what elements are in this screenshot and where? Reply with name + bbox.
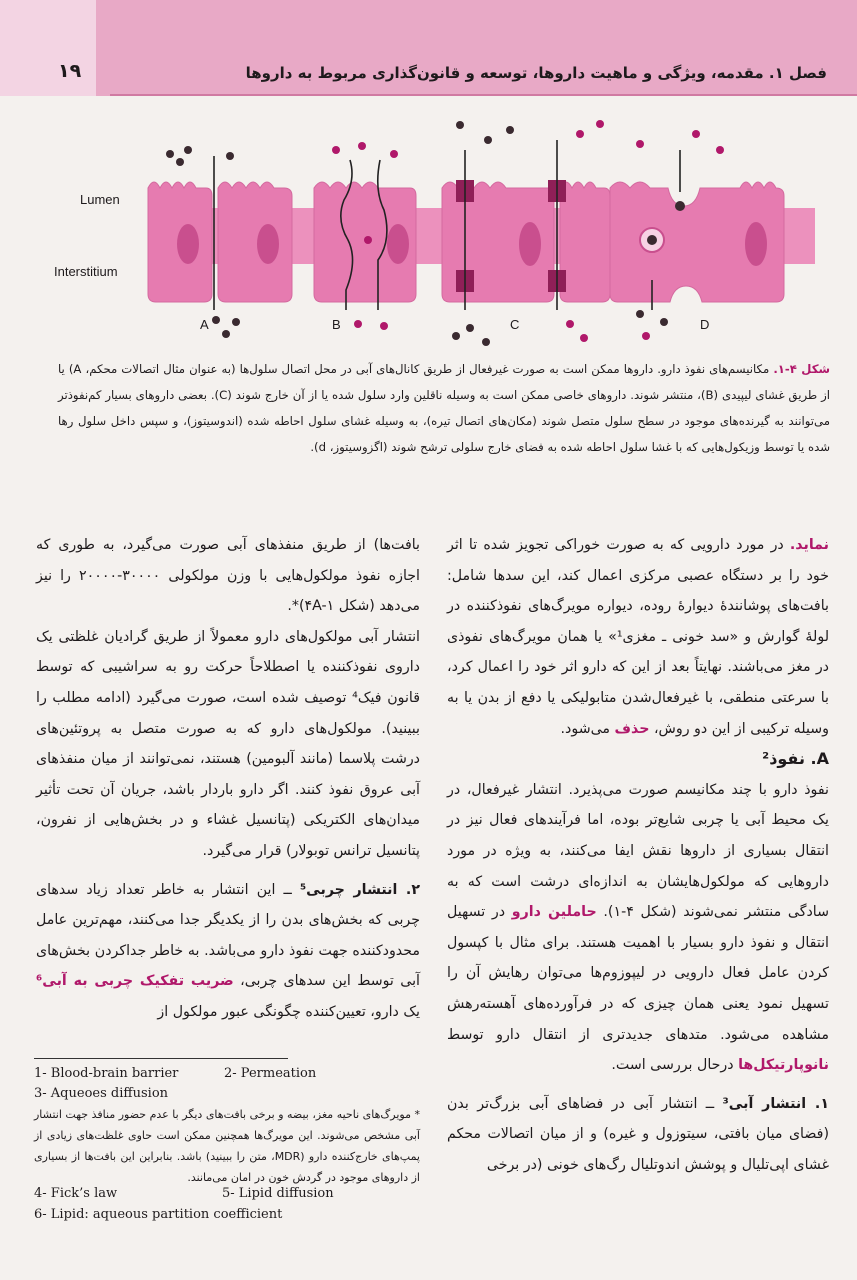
- right-p2-b: در تسهیل انتقال و نفوذ دارو بسیار با اهمیت هستند. برای مثال با کپسول کردن عامل فعال دارویی در لیپوزوم‌ها می‌توان رهایش آن را تسهیل نمود یعنی همان چیزی که در فرآورده‌های آهسته‌رهش مشاهده می‌شود. متدهای جدیدتری از انتقال دارو توسط: [447, 904, 829, 1043]
- left-paragraph-1: بافت‌ها) از طریق منفذهای آبی صورت می‌گیرد، به طوری که اجازه نفوذ مولکول‌هایی با وزن مولکولی ۳۰۰۰۰-۲۰۰۰۰ را نیز می‌دهد (شکل ۴A-۱)*.: [36, 537, 420, 615]
- label-interstitium: Interstitium: [54, 264, 118, 279]
- nucleus-a2: [257, 224, 279, 264]
- section-a-heading: A. نفوذ²: [762, 749, 829, 769]
- left-p3-a: ــ این انتشار به خاطر تعداد زیاد سدهای چربی که بخش‌های بدن را از یکدیگر جدا می‌کنند، مهم‌ترین عامل محدودکننده جهت نفوذ دارو می‌باشد. به خاطر جداکردن بخش‌های آبی توسط این سدهای چربی،: [36, 881, 420, 990]
- caption-label: شکل ۴-۱.: [773, 362, 831, 376]
- drug-b2: [358, 142, 366, 150]
- drug-c3: [506, 126, 514, 134]
- elimination-term: حذف: [614, 720, 650, 737]
- footnote-1: 1- Blood-brain barrier: [34, 1066, 179, 1081]
- right-paragraph-2: [447, 775, 829, 1081]
- permeation-figure: [40, 110, 830, 350]
- right-p1-text: در مورد دارویی که به صورت خوراکی تجویز شده تا اثر خود را بر دستگاه عصبی مرکزی اعمال کند، این سدها شامل: بافت‌های پوشانندهٔ دیوارهٔ روده، دیواره مویرگ‌های نفوذکننده در لولهٔ گوارش و «سد خونی ـ مغزی¹» یا همان مویرگ‌های نفوذی در مغز می‌باشند. نهایتاً بعد از این که دارو اثر خود را اعمال کرد، با سرعتی منطقی، با غیرفعال‌شدن متابولیکی یا دفع از بدن یا به وسیله ترکیبی از این دو روش،: [447, 537, 830, 737]
- footnote-rule: [34, 1058, 288, 1059]
- drug-a3: [176, 158, 184, 166]
- continuation-word: نماید.: [789, 537, 829, 553]
- drug-b1: [332, 146, 340, 154]
- footnote-5: 5- Lipid diffusion: [222, 1186, 334, 1201]
- drug-c9: [566, 320, 574, 328]
- nucleus-c1: [519, 222, 541, 266]
- left-paragraph-3: [36, 875, 420, 1028]
- header-rule: [110, 94, 857, 96]
- cell-c2: [560, 182, 610, 302]
- drug-b4: [354, 320, 362, 328]
- footnote-star: * مویرگ‌های ناحیه مغز، بیضه و برخی بافت‌های دیگر با عدم حضور منافذ جهت انتشار آبی مشخص می‌شوند. این مویرگ‌ها همچنین ممکن است حاوی غلظت‌های زیادی از پمپ‌های خارج‌کننده دارو (MDR، متن را ببینید) باشد. بنابراین این بافت‌ها از بسیاری از داروهای موجود در گردش خون در امان می‌مانند.: [34, 1108, 420, 1184]
- drug-c1: [456, 121, 464, 129]
- figure-caption: [58, 356, 830, 460]
- label-panel-b: B: [332, 317, 341, 332]
- running-title: فصل ۱. مقدمه، ویژگی و ماهیت داروها، توسعه و قانون‌گذاری مربوط به داروها: [245, 64, 827, 82]
- drug-c6: [452, 332, 460, 340]
- vesicle-d2: [647, 235, 657, 245]
- drug-b3: [390, 150, 398, 158]
- left-p3-b: یک دارو، تعیین‌کننده چگونگی عبور مولکول از: [157, 1003, 420, 1020]
- drug-d4: [636, 140, 644, 148]
- right-paragraph-3: [447, 1089, 829, 1181]
- label-panel-d: D: [700, 317, 710, 332]
- drug-a6: [232, 318, 240, 326]
- aqueous-diffusion-heading: ۱. انتشار آبی³: [722, 1095, 829, 1112]
- nanoparticles-term: نانوپارتیکل‌ها: [738, 1057, 829, 1074]
- drug-c2: [484, 136, 492, 144]
- drug-a2: [184, 146, 192, 154]
- drug-d6: [716, 146, 724, 154]
- drug-c7: [576, 130, 584, 138]
- partition-coefficient-term: ضریب تفکیک چربی به آبی⁶: [36, 973, 234, 990]
- right-column: [447, 530, 829, 1180]
- drug-b5: [380, 322, 388, 330]
- left-column: [36, 530, 420, 1028]
- drug-d1: [675, 201, 685, 211]
- nucleus-a1: [177, 224, 199, 264]
- label-panel-c: C: [510, 317, 520, 332]
- footnote-4: 4- Fick’s law: [34, 1186, 118, 1201]
- footnote-3: 3- Aqueoes diffusion: [34, 1086, 169, 1101]
- header-band-corner: [0, 0, 96, 96]
- cell-a2: [218, 182, 292, 302]
- drug-d7: [642, 332, 650, 340]
- drug-carriers-term: حاملین دارو: [511, 904, 597, 921]
- drug-d2: [636, 310, 644, 318]
- drug-a1: [166, 150, 174, 158]
- right-paragraph-1: [447, 530, 829, 744]
- label-lumen: Lumen: [80, 192, 120, 207]
- drug-a5: [212, 316, 220, 324]
- drug-a7: [222, 330, 230, 338]
- drug-a4: [226, 152, 234, 160]
- left-paragraph-2: انتشار آبی مولکول‌های دارو معمولاً از طریق گرادیان غلظتی یک داروی نفوذکننده یا اصطلاحاً حرکت رو به سراشیبی که توسط قانون فیک⁴ توصیف شده است، صورت می‌گیرد (ادامه مطلب را ببینید). مولکول‌های دارو که به صورت متصل به پروتئین‌های درشت پلاسما (مانند آلبومین) هستند، نمی‌توانند از میان منفذهای آبی عروق نفوذ کنند. اگر دارو باردار باشد، جریان آن تحت تأثیر میدان‌های الکتریکی (پتانسیل غشاء و در بخش‌هایی از نفرون، پتانسیل ترانس توبولار) قرار می‌گیرد.: [36, 628, 420, 859]
- footnote-6: 6- Lipid: aqueous partition coefficient: [34, 1207, 283, 1222]
- drug-c10: [580, 334, 588, 342]
- right-p1-end: می‌شود.: [560, 720, 615, 737]
- right-p2-c: درحال بررسی است.: [611, 1057, 739, 1074]
- right-p2-a: نفوذ دارو با چند مکانیسم صورت می‌پذیرد. انتشار غیرفعال، در یک محیط آبی یا چربی شایع‌تر بوده، اما فرآیندهای فعال نیز در انتقال بسیاری از داروها نقش ایفا می‌کنند، به ویژه در مورد داروهایی که مولکول‌هایشان به اندازه‌ای درشت است که به سادگی منتشر نمی‌شوند (شکل ۴-۱).: [447, 781, 829, 921]
- nucleus-b1: [387, 224, 409, 264]
- drug-d5: [692, 130, 700, 138]
- drug-c8: [596, 120, 604, 128]
- drug-d3: [660, 318, 668, 326]
- nucleus-d1: [745, 222, 767, 266]
- drug-b6: [364, 236, 372, 244]
- label-panel-a: A: [200, 317, 209, 332]
- page-number: ۱۹: [58, 60, 82, 82]
- caption-text: مکانیسم‌های نفوذ دارو. داروها ممکن است به صورت غیرفعال از طریق کانال‌های آبی در محل اتصال سلول‌ها (به عنوان مثال اتصالات محکم، A) یا از طریق غشای لیپیدی (B)، منتشر شوند. داروهای خاصی ممکن است به وسیله ناقلین وارد سلول شده یا از آن خارج شوند (C). بعضی داروهای بسیار کم‌نفوذتر می‌توانند به گیرنده‌های موجود در سطح سلول متصل شوند (مکان‌های اتصال تیره)، به وسیله غشای سلول احاطه شده (اندوسیتوز)، و سپس داخل سلول رها شده یا توسط وزیکول‌هایی که با غشا سلول احاطه شده به فضای خارج سلولی ترشح شوند (اگزوسیتوز، d).: [58, 362, 831, 454]
- footnote-2: 2- Permeation: [224, 1066, 317, 1081]
- drug-c5: [482, 338, 490, 346]
- drug-c4: [466, 324, 474, 332]
- right-p3-text: ــ انتشار آبی در فضاهای آبی بزرگ‌تر بدن (فضای میان بافتی، سیتوزول و غیره) و از میان اتصالات محکم غشای اپی‌تلیال و پوشش اندوتلیال رگ‌های خونی (در برخی: [447, 1095, 829, 1173]
- lipid-diffusion-heading: ۲. انتشار چربی⁵: [299, 881, 420, 898]
